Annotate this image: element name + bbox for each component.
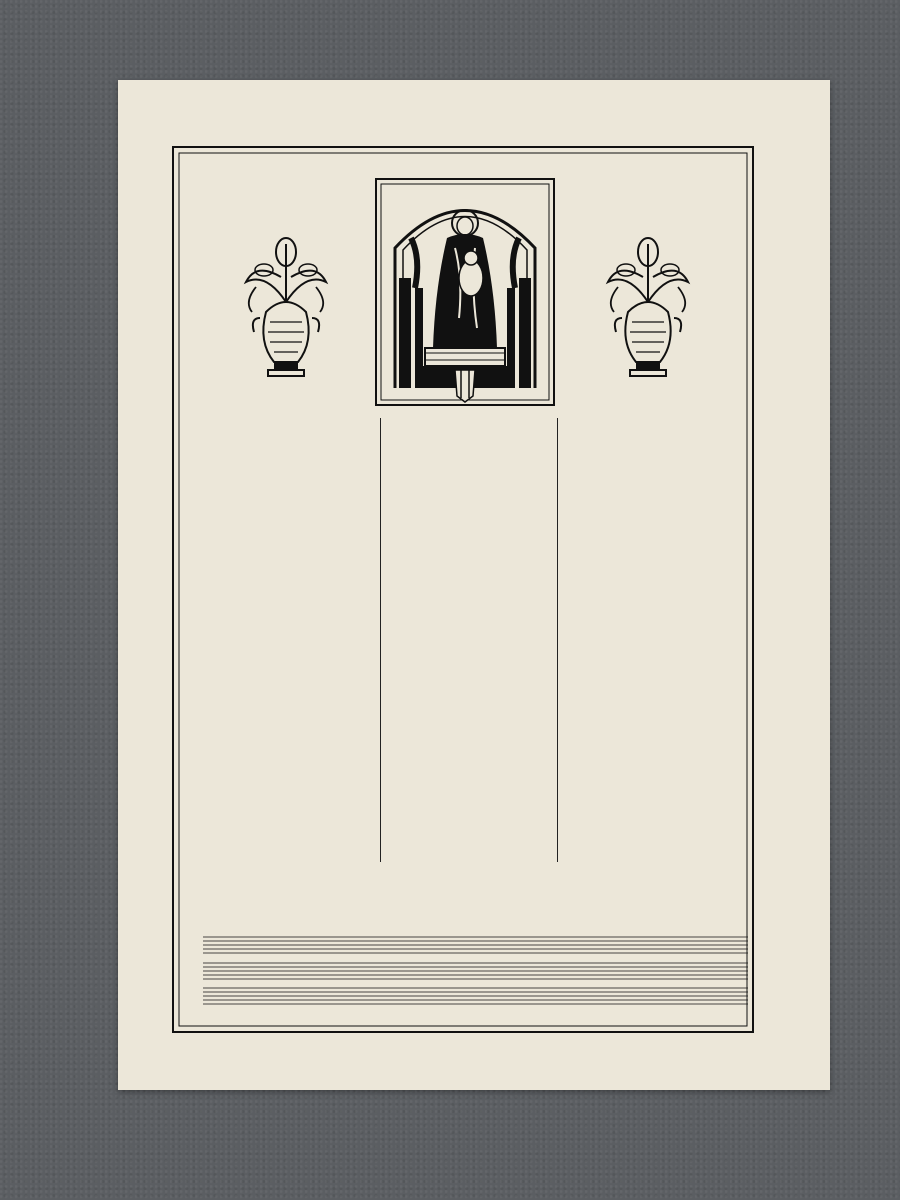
- music-staff-3: [203, 986, 748, 1006]
- music-staff-1: [203, 935, 748, 955]
- madonna-engraving: [375, 178, 555, 406]
- flower-vase-right: [598, 232, 698, 382]
- verse-columns: [204, 416, 744, 866]
- music-staff-2: [203, 961, 748, 981]
- flower-vase-left: [236, 232, 336, 382]
